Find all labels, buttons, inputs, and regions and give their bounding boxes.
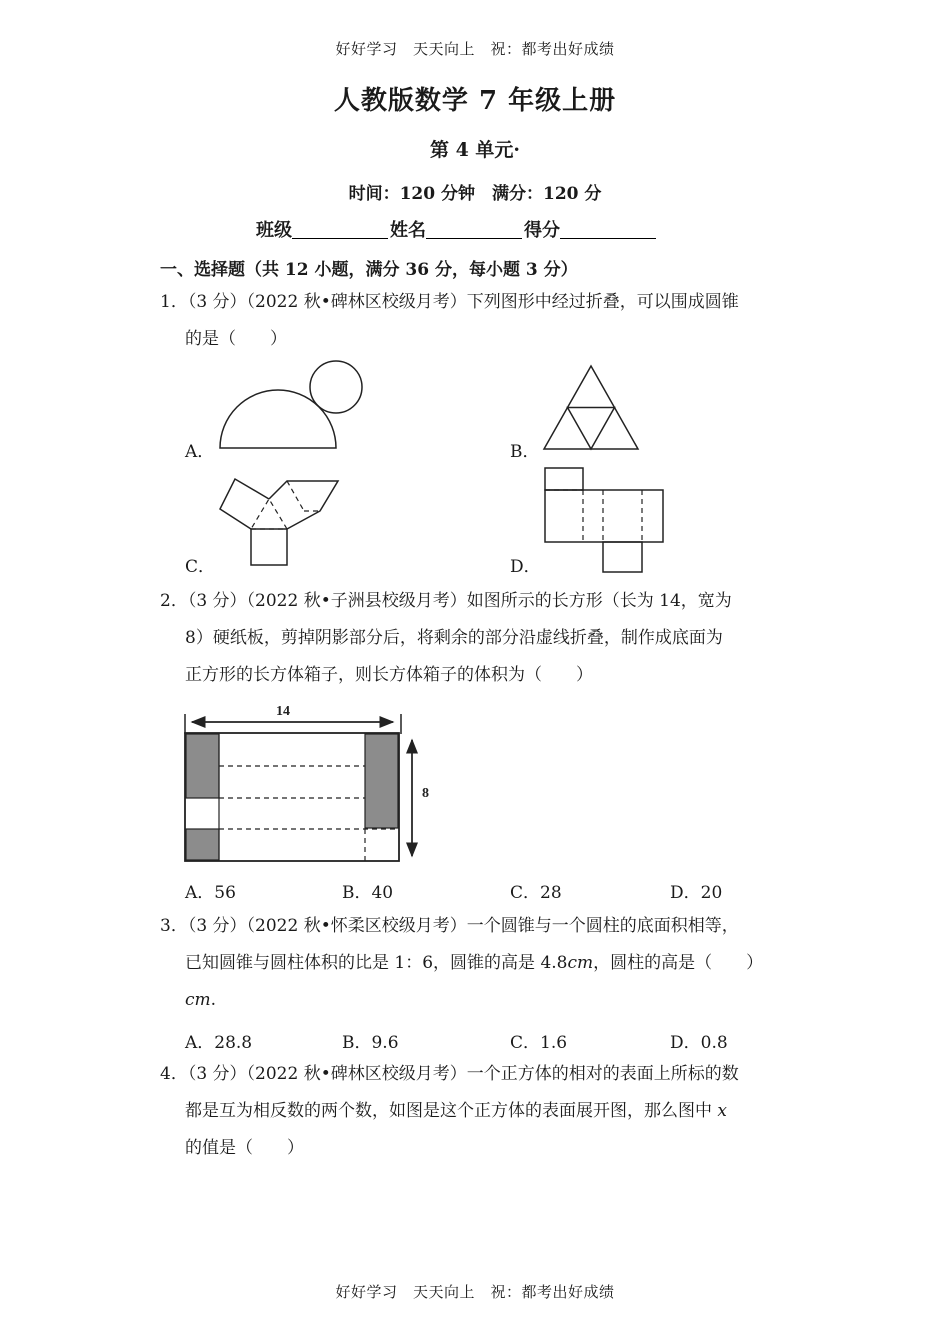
unit-title: 第 4 单元· bbox=[429, 139, 521, 161]
class-label: 班级 bbox=[256, 220, 292, 241]
q3-unit-cm: cm bbox=[567, 953, 594, 973]
section-heading: 一、选择题（共 12 小题，满分 36 分，每小题 3 分） bbox=[160, 260, 578, 280]
q1-line2: 的是（ ） bbox=[185, 329, 287, 349]
q1-option-d[interactable]: D． bbox=[510, 557, 541, 577]
q2-width-label: 8 bbox=[422, 786, 429, 801]
student-info-form bbox=[256, 216, 658, 242]
q4-var-x: x bbox=[717, 1101, 727, 1121]
q4-line2: 都是互为相反数的两个数，如图是这个正方体的表面展开图，那么图中 x bbox=[185, 1101, 727, 1121]
q1-figure-d bbox=[543, 466, 667, 578]
q2-line3: 正方形的长方体箱子，则长方体箱子的体积为（ ） bbox=[185, 665, 593, 685]
q1-option-b[interactable]: B． bbox=[510, 442, 540, 462]
q2-option-a[interactable]: A．56 bbox=[185, 883, 236, 903]
q2-figure bbox=[180, 700, 440, 870]
time-info: 时间：120 分钟 满分：120 分 bbox=[348, 184, 602, 204]
score-label: 得分 bbox=[524, 220, 560, 241]
q3-unit-cm-2: cm bbox=[185, 990, 211, 1010]
q2-length-label: 14 bbox=[276, 704, 290, 719]
q2-line2: 8）硬纸板，剪掉阴影部分后，将剩余的部分沿虚线折叠，制作成底面为 bbox=[185, 628, 723, 648]
page-footer: 好好学习 天天向上 祝：都考出好成绩 bbox=[335, 1283, 615, 1301]
page-header: 好好学习 天天向上 祝：都考出好成绩 bbox=[335, 40, 615, 58]
q1-line1: 1．（3 分）（2022 秋•碑林区校级月考）下列图形中经过折叠，可以围成圆锥 bbox=[160, 292, 739, 312]
q4-line1: 4．（3 分）（2022 秋•碑林区校级月考）一个正方体的相对的表面上所标的数 bbox=[160, 1064, 739, 1084]
q3-option-d[interactable]: D．0.8 bbox=[670, 1033, 728, 1053]
q3-option-c[interactable]: C．1.6 bbox=[510, 1033, 568, 1053]
q3-line3: cm. bbox=[185, 990, 217, 1010]
q3-option-b[interactable]: B．9.6 bbox=[342, 1033, 399, 1053]
score-blank[interactable] bbox=[560, 220, 656, 239]
q2-option-c[interactable]: C．28 bbox=[510, 883, 562, 903]
class-blank[interactable] bbox=[292, 220, 388, 239]
q1-option-c[interactable]: C． bbox=[185, 557, 216, 577]
q3-option-a[interactable]: A．28.8 bbox=[185, 1033, 253, 1053]
q3-line2: 已知圆锥与圆柱体积的比是 1：6，圆锥的高是 4.8cm，圆柱的高是（ ） bbox=[185, 953, 764, 973]
q2-line1: 2．（3 分）（2022 秋•子洲县校级月考）如图所示的长方形（长为 14，宽为 bbox=[160, 591, 732, 611]
q1-figure-a bbox=[218, 360, 368, 452]
q1-option-a[interactable]: A． bbox=[185, 442, 215, 462]
q4-line3: 的值是（ ） bbox=[185, 1138, 304, 1158]
name-label: 姓名 bbox=[390, 220, 426, 241]
name-blank[interactable] bbox=[426, 220, 522, 239]
q2-option-d[interactable]: D．20 bbox=[670, 883, 723, 903]
q2-option-b[interactable]: B．40 bbox=[342, 883, 394, 903]
q3-line1: 3．（3 分）（2022 秋•怀柔区校级月考）一个圆锥与一个圆柱的底面积相等， bbox=[160, 916, 739, 936]
q1-figure-c bbox=[216, 472, 346, 572]
document-title: 人教版数学 7 年级上册 bbox=[333, 86, 617, 116]
q1-figure-b bbox=[542, 364, 644, 454]
